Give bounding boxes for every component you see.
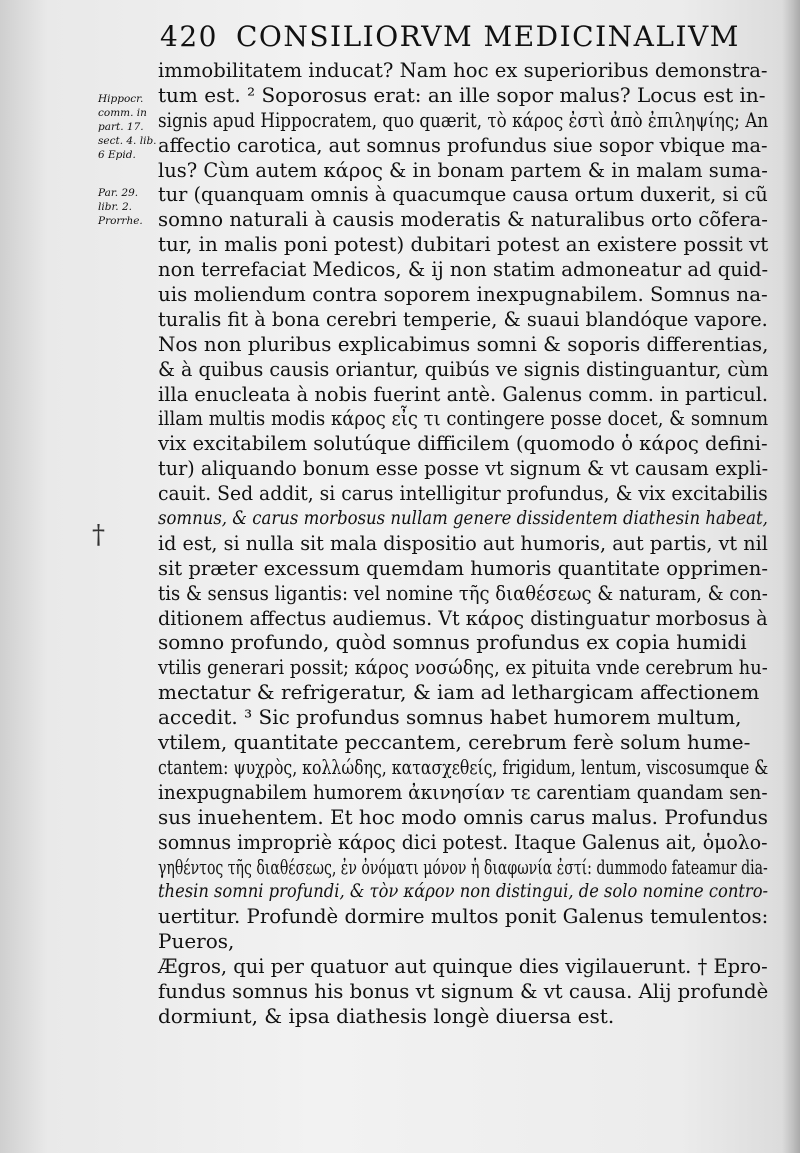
margin-notes <box>98 92 160 240</box>
page-number: 420 <box>160 20 218 53</box>
text-line: Ægros, qui per quatuor aut quinque dies vigilauerunt. † Epro- <box>158 954 768 979</box>
margin-note: Par. 29. libr. 2. Prorrhe. <box>98 187 143 227</box>
text-line: tis & sensus ligantis: vel nomine τῆς διαθέσεως & naturam, & con- <box>158 580 768 605</box>
text-line: id est, si nulla sit mala dispositio aut humoris, aut partis, vt nil <box>158 530 768 555</box>
text-line: mectatur & refrigeratur, & iam ad lethargicam affectionem <box>158 680 760 705</box>
dagger-mark-icon: † <box>92 520 105 550</box>
text-line: ctantem: ψυχρὸς, κολλώδης, κατασχεθείς, frigidum, lentum, viscosumque & <box>158 754 769 779</box>
text-line: somnus, & carus morbosus nullam genere dissidentem diathesin habeat, <box>158 507 768 530</box>
page-edge-shadow <box>782 0 800 1153</box>
text-line: illam multis modis κάρος εἶς τι contingere posse docet, & somnum <box>158 406 769 431</box>
text-line: somno naturali à causis moderatis & naturalibus orto cõfera- <box>158 207 768 232</box>
text-line: γηθέντος τῆς διαθέσεως, ἐν ὀνόματι μόνον ἡ διαφωνία ἐστί: dummodo fateamur dia- <box>158 854 768 879</box>
text-line: uis moliendum contra soporem inexpugnabilem. Somnus na- <box>158 282 768 307</box>
text-line: somnus impropriè κάρος dici potest. Itaque Galenus ait, ὁμολο- <box>158 829 768 854</box>
body-text <box>158 58 768 1029</box>
text-line: non terrefaciat Medicos, & ij non statim admoneatur ad quid- <box>158 257 769 282</box>
text-line: tur) aliquando bonum esse posse vt signum & vt causam expli- <box>158 456 769 481</box>
text-line: sit præter excessum quemdam humoris quantitate opprimen- <box>158 555 768 580</box>
text-line: turalis fit à bona cerebri temperie, & suaui blandóque vapore. <box>158 306 768 331</box>
text-line: inexpugnabilem humorem ἀκινησίαν τε carentiam quandam sen- <box>158 779 768 804</box>
text-line: illa enucleata à nobis fuerint antè. Galenus comm. in particul. <box>158 381 769 406</box>
text-line: lus? Cùm autem κάρος & in bonam partem & in malam suma- <box>158 157 768 182</box>
text-line: ditionem affectus audiemus. Vt κάρος distinguatur morbosus à <box>158 605 768 630</box>
text-line: vtilem, quantitate peccantem, cerebrum ferè solum hume- <box>158 730 751 755</box>
text-line: Pueros, <box>158 929 235 954</box>
text-line: & à quibus causis oriantur, quibús ve signis distinguantur, cùm <box>158 356 769 381</box>
margin-note: Hippocr. comm. in part. 17. sect. 4. lib. 6 Epid. <box>98 93 157 161</box>
text-line: dormiunt, & ipsa diathesis longè diuersa est. <box>158 1003 615 1028</box>
running-title: CONSILIORVM MEDICINALIVM <box>235 20 740 53</box>
text-line: cauit. Sed addit, si carus intelligitur profundus, & vix excitabilis <box>158 481 768 506</box>
text-line: vtilis generari possit; κάρος νοσώδης, ex pituita vnde cerebrum hu- <box>158 655 768 680</box>
text-line: affectio carotica, aut somnus profundus siue sopor vbique ma- <box>158 132 768 157</box>
text-line: signis apud Hippocratem, quo quærit, τὸ κάρος ἐστὶ ἀπὸ ἐπιληψίης; An <box>158 107 769 132</box>
text-line: immobilitatem inducat? Nam hoc ex superioribus demonstra- <box>158 58 768 82</box>
text-line: vix excitabilem solutúque difficilem (quomodo ὁ κάρος defini- <box>158 431 768 456</box>
text-line: Nos non pluribus explicabimus somni & soporis differentias, <box>158 331 769 356</box>
running-header <box>160 20 750 53</box>
text-line: somno profundo, quòd somnus profundus ex copia humidi <box>158 630 747 655</box>
text-line: tum est. ² Soporosus erat: an ille sopor malus? Locus est in- <box>158 82 766 107</box>
text-line: tur, in malis poni potest) dubitari potest an existere possit vt <box>158 232 769 257</box>
text-line: accedit. ³ Sic profundus somnus habet humorem multum, <box>158 705 742 730</box>
text-line: uertitur. Profundè dormire multos ponit Galenus temulentos: <box>158 904 769 929</box>
text-line: sus inuehentem. Et hoc modo omnis carus malus. Profundus <box>158 804 768 829</box>
text-line: thesin somni profundi, & τὸν κάρον non distingui, de solo nomine contro- <box>158 880 769 903</box>
text-line: tur (quanquam omnis à quacumque causa ortum duxerit, si cũ <box>158 182 768 207</box>
text-line: fundus somnus his bonus vt signum & vt causa. Alij profundè <box>158 978 769 1003</box>
